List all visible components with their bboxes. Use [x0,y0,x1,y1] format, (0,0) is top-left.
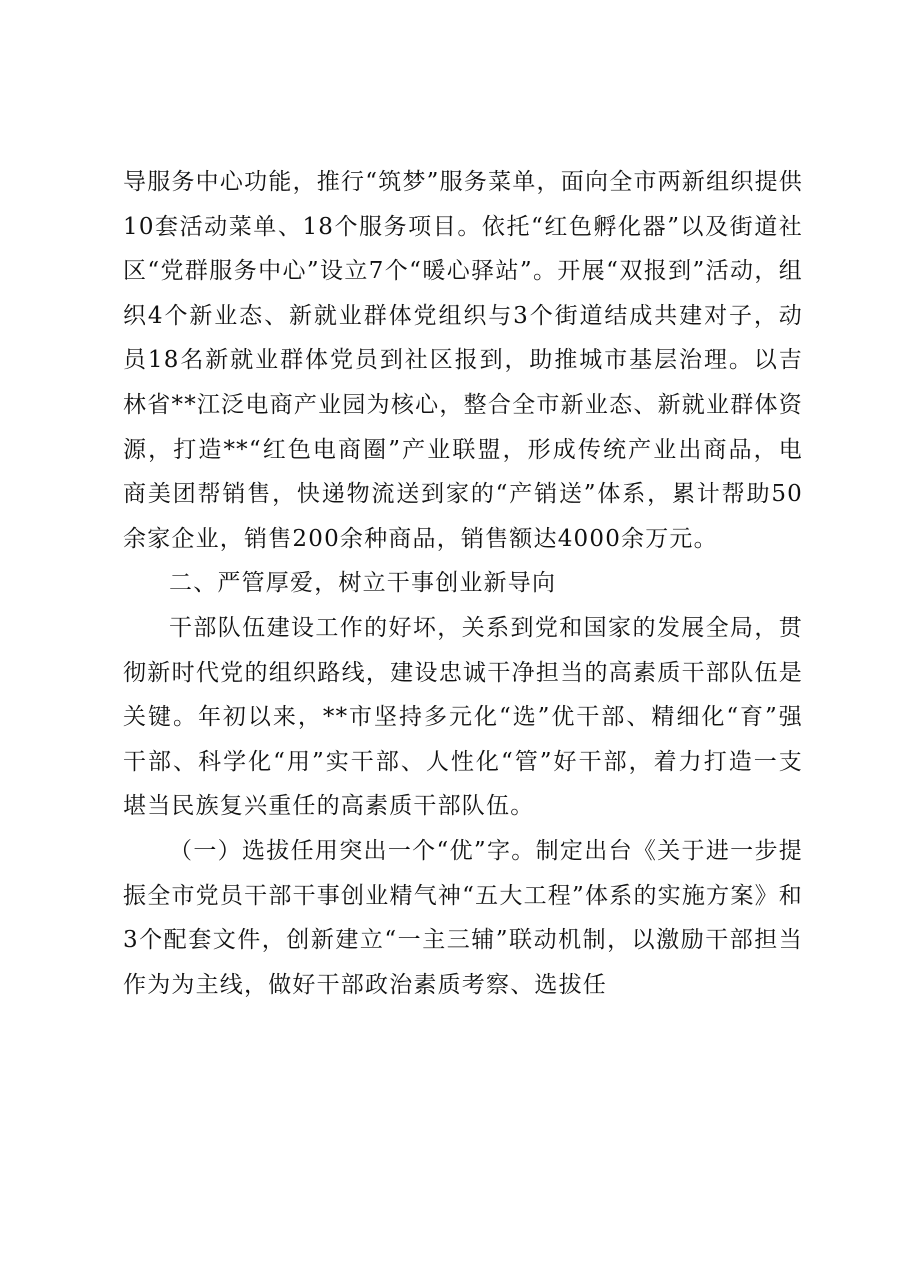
document-body [123,160,803,1007]
paragraph-service-center: 导服务中心功能，推行“筑梦”服务菜单，面向全市两新组织提供10套活动菜单、18个服务项目。依托“红色孵化器”以及街道社区“党群服务中心”设立7个“暖心驿站”。开展“双报到”活动，组织4个新业态、新就业群体党组织与3个街道结成共建对子，动员18名新就业群体党员到社区报到，助推城市基层治理。以吉林省**江泛电商产业园为核心，整合全市新业态、新就业群体资源，打造**“红色电商圈”产业联盟，形成传统产业出商品，电商美团帮销售，快递物流送到家的“产销送”体系，累计帮助50余家企业，销售200余种商品，销售额达4000余万元。 [123,169,803,552]
paragraph-cadre-team: 干部队伍建设工作的好坏，关系到党和国家的发展全局，贯彻新时代党的组织路线，建设忠诚干净担当的高素质干部队伍是关键。年初以来，**市坚持多元化“选”优干部、精细化“育”强干部、科学化“用”实干部、人性化“管”好干部，着力打造一支堪当民族复兴重任的高素质干部队伍。 [123,614,803,820]
section-heading-2: 二、严管厚爱，树立干事创业新导向 [169,570,557,597]
paragraph-selection: （一）选拔任用突出一个“优”字。制定出台《关于进一步提振全市党员干部干事创业精气神“五大工程”体系的实施方案》和3个配套文件，创新建立“一主三辅”联动机制，以激励干部担当作为为主线，做好干部政治素质考察、选拔任 [123,837,803,998]
